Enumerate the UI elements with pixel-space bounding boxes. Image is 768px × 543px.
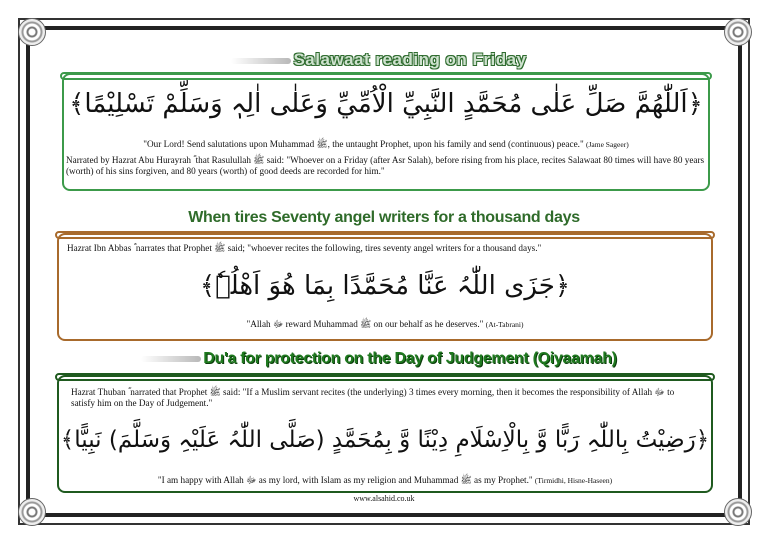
- narration: Narrated by Hazrat Abu Hurayrah ؓ that Rasulullah ﷺ said: "Whoever on a Friday (after Asr Salah), before rising from his place, recites Salawaat 80 times will have 80 years (worth) of his sins forgiven, and 80 years (worth) of good deeds are recorded for him.": [66, 155, 705, 176]
- corner-ornament-icon: [18, 18, 46, 46]
- arabic-text: ﴿جَزَی اللّٰہُ عَنَّا مُحَمَّدًا بِمَا ھُوَ اَھْلُہٗ﴾: [199, 271, 571, 301]
- narration: Hazrat Thuban ؓ narrated that Prophet ﷺ said: "If a Muslim servant recites (the underlying) 3 times every morning, then it becomes the responsibility of Allah ﷻ to satisfy him on the Day of Judgement.": [71, 387, 675, 408]
- translation: "I am happy with Allah ﷻ as my lord, with Islam as my religion and Muhammad ﷺ as my Prophet." (Tirmidhi, Hisne-Haseen): [157, 475, 613, 485]
- arabic-text: ﴿اَللّٰھُمَّ صَلِّ عَلٰی مُحَمَّدٍ النَّبِيِّ الْاُمِّيِّ وَعَلٰی اٰلِہٖ وَسَلِّمْ تَسْلِیْمًا﴾: [69, 89, 703, 119]
- reference: (At-Tabrani): [485, 320, 524, 329]
- reference: (Tirmidhi, Hisne-Haseen): [534, 476, 613, 485]
- reference: (Jame Sageer): [586, 140, 629, 149]
- translation: "Allah ﷻ reward Muhammad ﷺ on our behalf as he deserves." (At-Tabrani): [246, 319, 524, 329]
- swoosh-icon: [231, 58, 291, 64]
- corner-ornament-icon: [724, 18, 752, 46]
- section-seventy-angels: [57, 233, 713, 341]
- swoosh-icon: [141, 356, 201, 362]
- narration: Hazrat Ibn Abbas ؓ narrates that Prophet ﷺ said; "whoever recites the following, tires seventy angel writers for a thousand days.": [67, 243, 542, 253]
- section-heading: Du'a for protection on the Day of Judgement (Qiyaamah): [0, 350, 768, 368]
- section-salawaat: [62, 73, 710, 191]
- arabic-text: ﴿رَضِیْتُ بِاللّٰہِ رَبًّا وَّ بِالْاِسْلَامِ دِیْنًا وَّ بِمُحَمَّدٍ (صَلَّی اللّٰہُ عَلَیْہِ وَسَلَّمَ) نَبِیًّا﴾: [60, 427, 710, 453]
- footer-url: www.alsahid.co.uk: [353, 494, 415, 503]
- translation: "Our Lord! Send salutations upon Muhammad ﷺ, the untaught Prophet, upon his family and send (continuous) peace." (Jame Sageer): [143, 139, 629, 149]
- section-qiyaamah: [57, 375, 713, 493]
- section-heading: When tires Seventy angel writers for a thousand days: [188, 209, 580, 226]
- page-title: Salawaat reading on Friday: [0, 50, 768, 70]
